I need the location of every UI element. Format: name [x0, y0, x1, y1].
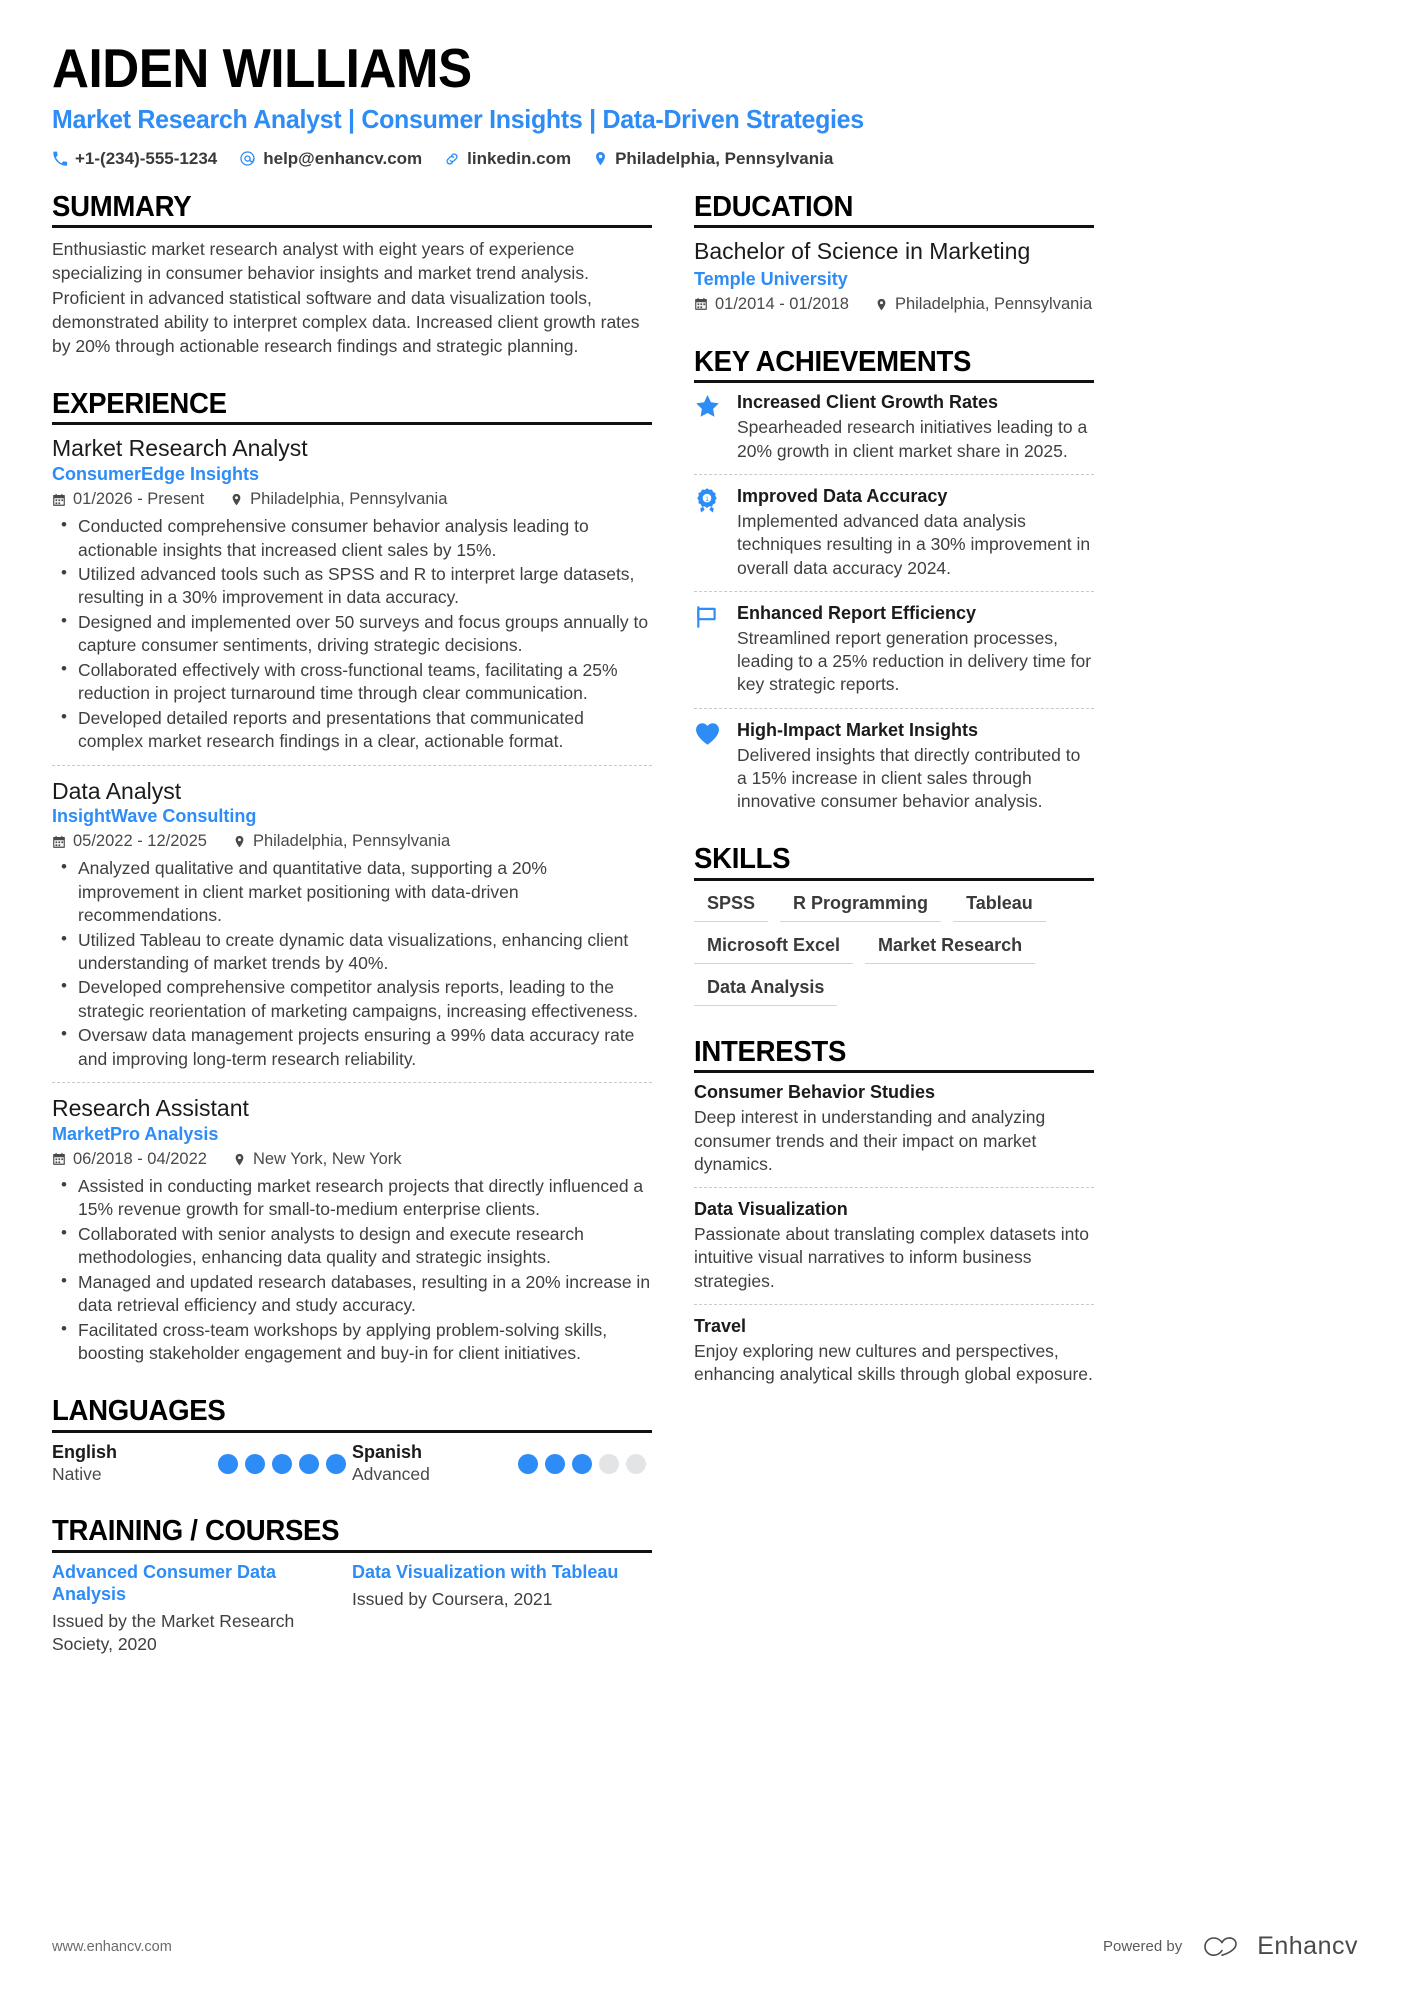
section-experience [52, 388, 652, 1366]
section-rule [694, 380, 1094, 383]
section-rule [52, 225, 652, 228]
contact-email-text: help@enhancv.com [263, 148, 423, 168]
achievement-title: Enhanced Report Efficiency [737, 602, 977, 623]
achievement-body [737, 720, 1094, 814]
skill-tag: SPSS [694, 890, 768, 922]
spacer [694, 1010, 1094, 1036]
contact-email[interactable] [239, 149, 422, 169]
calendar-icon [52, 835, 66, 849]
training-issuer: Issued by Coursera, 2021 [352, 1588, 553, 1609]
achievement-desc: Implemented advanced data analysis techniques resulting in a 30% improvement in overall data accuracy 2024. [737, 510, 1091, 578]
achievement-title: Increased Client Growth Rates [737, 392, 999, 413]
rating-dot [518, 1454, 538, 1474]
job-bullets [56, 857, 652, 1071]
achievement-item [694, 392, 1094, 463]
bullet: • Designed and implemented over 50 surveys and focus groups annually to capture consumer sentiments, driving strategic decisions. [56, 611, 652, 658]
left-column [52, 191, 652, 1660]
link-icon [444, 151, 460, 167]
job-dates-text: 05/2022 - 12/2025 [73, 832, 207, 851]
skill-tag: Tableau [953, 890, 1046, 922]
interest-title: Consumer Behavior Studies [694, 1082, 936, 1103]
achievement-item [694, 720, 1094, 814]
resume-columns [52, 191, 1358, 1660]
contact-phone[interactable] [52, 149, 217, 169]
bullet: • Collaborated with senior analysts to design and execute research methodologies, enhancing data quality and strategic insights. [56, 1223, 652, 1270]
job-bullets [56, 515, 652, 753]
job-dates-text: 01/2026 - Present [73, 490, 205, 509]
achievement-body [737, 392, 1094, 463]
section-title-experience: EXPERIENCE [52, 387, 227, 420]
job-meta [52, 1150, 652, 1169]
section-rule [52, 422, 652, 425]
education-degree: Bachelor of Science in Marketing [694, 238, 1031, 265]
skills-list [694, 890, 1094, 1006]
job-dates [52, 490, 204, 509]
resume-header [52, 37, 1358, 169]
section-education [694, 191, 1094, 314]
job-title: Data Analyst [52, 777, 182, 804]
bullet: • Developed detailed reports and presentations that communicated complex market research findings in a clear, actionable format. [56, 707, 652, 754]
award-medal-icon [694, 486, 724, 580]
education-location [875, 295, 1092, 314]
language-rating [218, 1454, 352, 1474]
job-location [233, 832, 450, 851]
section-title-interests: INTERESTS [694, 1035, 847, 1068]
section-languages [52, 1395, 652, 1485]
section-title-skills: SKILLS [694, 843, 791, 876]
contact-location [593, 149, 833, 169]
rating-dot [326, 1454, 346, 1474]
job-location-text: Philadelphia, Pennsylvania [252, 832, 451, 851]
bullet: • Conducted comprehensive consumer behavior analysis leading to actionable insights that increased client sales by 15%. [56, 515, 652, 562]
section-skills [694, 843, 1094, 1005]
experience-item [52, 777, 652, 1072]
language-item [352, 1442, 652, 1485]
skill-tag: Market Research [865, 932, 1035, 964]
spacer [52, 1369, 652, 1395]
job-location [230, 490, 447, 509]
job-company[interactable]: ConsumerEdge Insights [52, 464, 260, 485]
spacer [694, 817, 1094, 843]
bullet: • Managed and updated research databases, resulting in a 20% increase in data retrieval efficiency and study accuracy. [56, 1271, 652, 1318]
skill-tag: R Programming [780, 890, 941, 922]
rating-dot [545, 1454, 565, 1474]
bullet: • Utilized Tableau to create dynamic data visualizations, enhancing client understanding of market trends by 40%. [56, 929, 652, 976]
job-location-text: Philadelphia, Pennsylvania [250, 490, 448, 509]
education-dates [694, 295, 849, 314]
experience-item [52, 1094, 652, 1365]
job-dates [52, 832, 207, 851]
training-item [52, 1562, 352, 1656]
section-rule [694, 225, 1094, 228]
svg-text:1: 1 [705, 496, 709, 504]
divider [694, 591, 1094, 592]
achievement-desc: Delivered insights that directly contributed to a 15% increase in client sales through innovative consumer behavior analysis. [737, 744, 1081, 812]
achievement-desc: Spearheaded research initiatives leading to a 20% growth in client market share in 2025. [737, 417, 1088, 461]
flag-icon [694, 603, 724, 697]
section-rule [694, 878, 1094, 881]
language-rating [518, 1454, 652, 1474]
achievement-desc: Streamlined report generation processes, leading to a 25% reduction in delivery time for key strategic reports. [737, 627, 1092, 695]
job-title: Market Research Analyst [52, 435, 308, 462]
section-title-languages: LANGUAGES [52, 1395, 226, 1428]
interest-item [694, 1316, 1094, 1387]
education-school[interactable]: Temple University [694, 268, 848, 289]
job-location-text: New York, New York [252, 1149, 402, 1168]
calendar-icon [694, 297, 708, 311]
interest-item [694, 1199, 1094, 1293]
job-dates-text: 06/2018 - 04/2022 [73, 1149, 207, 1168]
rating-dot [299, 1454, 319, 1474]
divider [694, 1187, 1094, 1188]
section-title-achievements: KEY ACHIEVEMENTS [694, 345, 972, 378]
language-name: English [52, 1441, 118, 1462]
education-dates-text: 01/2014 - 01/2018 [715, 294, 849, 313]
enhancv-logo [1200, 1932, 1358, 1961]
section-title-training: TRAINING / COURSES [52, 1515, 340, 1548]
education-location-text: Philadelphia, Pennsylvania [894, 294, 1093, 313]
skill-tag: Data Analysis [694, 974, 837, 1006]
interest-title: Travel [694, 1315, 747, 1336]
location-icon [233, 834, 246, 849]
bullet: • Facilitated cross-team workshops by applying problem-solving skills, boosting stakeholder engagement and buy-in for client initiatives. [56, 1319, 652, 1366]
bullet: • Oversaw data management projects ensuring a 99% data accuracy rate and improving long-term research reliability. [56, 1024, 652, 1071]
experience-item [52, 434, 652, 753]
footer-branding [1103, 1932, 1358, 1961]
bullet: • Utilized advanced tools such as SPSS and R to interpret large datasets, resulting in a 30% improvement in data accuracy. [56, 563, 652, 610]
interest-desc: Enjoy exploring new cultures and perspectives, enhancing analytical skills through global exposure. [694, 1340, 1093, 1385]
job-company[interactable]: InsightWave Consulting [52, 806, 257, 827]
education-meta [694, 295, 1094, 314]
training-item [352, 1562, 652, 1656]
candidate-name: AIDEN WILLIAMS [52, 37, 472, 99]
language-name: Spanish [352, 1441, 423, 1462]
powered-by-label: Powered by [1102, 1938, 1183, 1955]
spacer [694, 320, 1094, 346]
section-achievements [694, 346, 1094, 813]
footer-url[interactable]: www.enhancv.com [52, 1938, 172, 1955]
achievement-body [737, 486, 1094, 580]
section-rule [52, 1430, 652, 1433]
language-level: Native [52, 1463, 102, 1484]
section-training [52, 1515, 652, 1656]
enhancv-mark-icon [1200, 1934, 1246, 1960]
rating-dot [626, 1454, 646, 1474]
phone-icon [52, 151, 68, 167]
contact-linkedin-text: linkedin.com [467, 148, 572, 168]
location-icon [593, 150, 608, 167]
divider [694, 1304, 1094, 1305]
spacer [52, 362, 652, 388]
contact-row [52, 149, 1358, 169]
interest-item [694, 1082, 1094, 1176]
interest-desc: Passionate about translating complex datasets into intuitive visual narratives to inform business strategies. [694, 1224, 1089, 1291]
heart-icon [694, 720, 724, 814]
achievement-title: Improved Data Accuracy [737, 485, 948, 506]
divider [694, 708, 1094, 709]
enhancv-wordmark: Enhancv [1257, 1932, 1358, 1960]
training-name[interactable]: Advanced Consumer Data Analysis [52, 1561, 277, 1604]
divider [694, 474, 1094, 475]
job-company[interactable]: MarketPro Analysis [52, 1123, 219, 1144]
contact-linkedin[interactable] [444, 149, 571, 169]
divider [52, 1082, 652, 1083]
contact-phone-text: +1-(234)-555-1234 [75, 148, 218, 168]
rating-dot [245, 1454, 265, 1474]
page-footer [52, 1932, 1358, 1961]
interest-desc: Deep interest in understanding and analyzing consumer trends and their impact on market dynamics. [694, 1107, 1046, 1174]
achievement-title: High-Impact Market Insights [737, 719, 979, 740]
job-meta [52, 832, 652, 851]
language-text [52, 1442, 218, 1485]
training-grid [52, 1562, 652, 1656]
section-title-summary: SUMMARY [52, 190, 192, 223]
job-location [233, 1150, 402, 1169]
section-interests [694, 1036, 1094, 1387]
rating-dot [599, 1454, 619, 1474]
job-bullets [56, 1175, 652, 1366]
language-level: Advanced [352, 1463, 430, 1484]
location-icon [230, 492, 243, 507]
language-text [352, 1442, 518, 1485]
languages-grid [52, 1442, 652, 1485]
training-issuer: Issued by the Market Research Society, 2020 [52, 1610, 295, 1654]
skill-tag: Microsoft Excel [694, 932, 853, 964]
bullet: • Analyzed qualitative and quantitative data, supporting a 20% improvement in client market positioning with data-driven recommendations. [56, 857, 652, 927]
location-icon [233, 1152, 246, 1167]
rating-dot [218, 1454, 238, 1474]
interest-title: Data Visualization [694, 1199, 848, 1220]
candidate-headline: Market Research Analyst | Consumer Insights | Data-Driven Strategies [52, 103, 864, 134]
star-icon [694, 392, 724, 463]
email-icon [239, 150, 256, 167]
achievement-body [737, 603, 1094, 697]
achievement-item [694, 486, 1094, 580]
location-icon [875, 297, 888, 312]
job-title: Research Assistant [52, 1095, 249, 1122]
section-rule [52, 1550, 652, 1553]
section-summary [52, 191, 652, 358]
right-column [694, 191, 1094, 1660]
bullet: • Collaborated effectively with cross-functional teams, facilitating a 25% reduction in project turnaround time through clear communication. [56, 659, 652, 706]
calendar-icon [52, 493, 66, 507]
bullet: • Developed comprehensive competitor analysis reports, leading to the strategic reorientation of marketing campaigns, increasing effectiveness. [56, 976, 652, 1023]
job-meta [52, 490, 652, 509]
calendar-icon [52, 1152, 66, 1166]
section-rule [694, 1070, 1094, 1073]
rating-dot [272, 1454, 292, 1474]
job-dates [52, 1150, 207, 1169]
bullet: • Assisted in conducting market research projects that directly influenced a 15% revenue growth for small-to-medium enterprise clients. [56, 1175, 652, 1222]
language-item [52, 1442, 352, 1485]
summary-text: Enthusiastic market research analyst with eight years of experience specializing in consumer behavior insights and market trend analysis. Proficient in advanced statistical software and data visualization tools, demonstrated ability to interpret complex data. Increased client growth rates by 20% through actionable research findings and strategic planning. [52, 239, 640, 356]
divider [52, 765, 652, 766]
contact-location-text: Philadelphia, Pennsylvania [615, 148, 834, 168]
spacer [52, 1489, 652, 1515]
section-title-education: EDUCATION [694, 190, 854, 223]
rating-dot [572, 1454, 592, 1474]
achievement-item [694, 603, 1094, 697]
training-name[interactable]: Data Visualization with Tableau [352, 1561, 619, 1582]
